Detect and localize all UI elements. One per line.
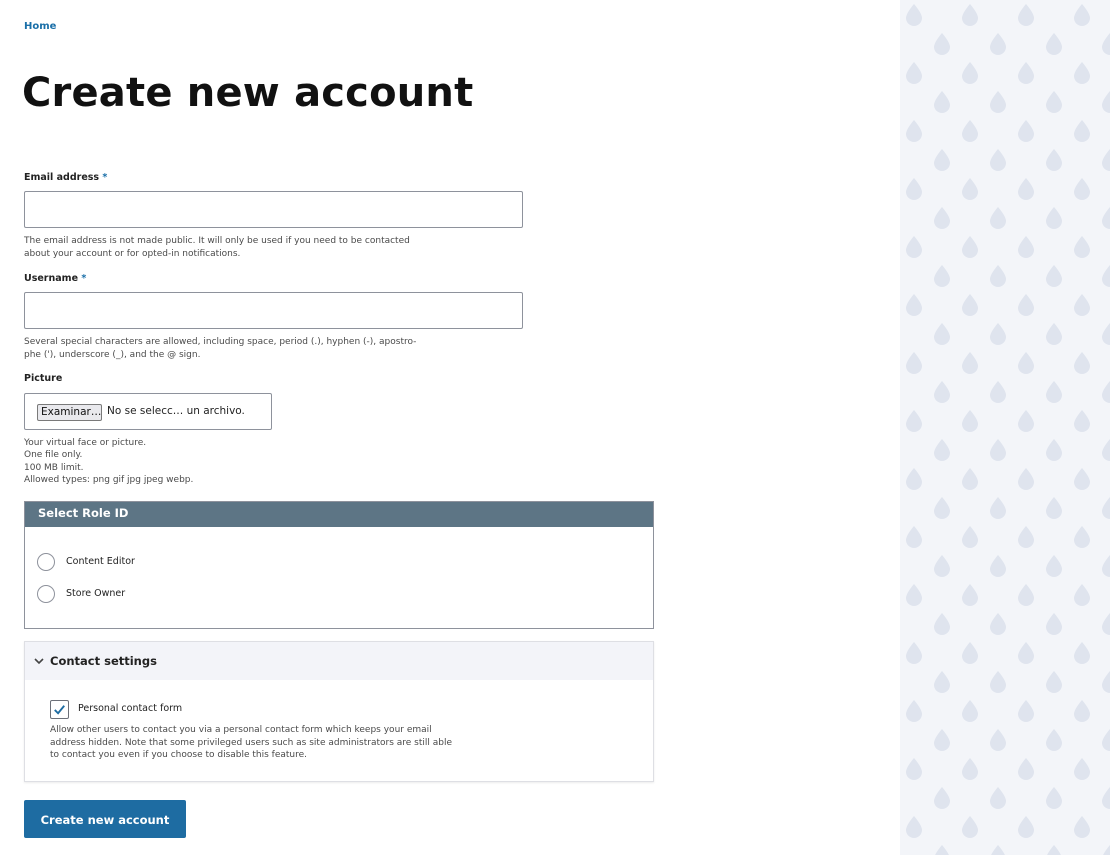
contact-settings-label[interactable]: Contact settings [50, 654, 157, 668]
email-label [24, 172, 107, 183]
radio-label[interactable]: Content Editor [66, 556, 135, 567]
browse-button[interactable]: Examinar… [37, 404, 102, 421]
create-account-button[interactable]: Create new account [24, 800, 186, 838]
chevron-down-icon[interactable] [33, 655, 45, 667]
personal-contact-checkbox[interactable] [50, 700, 69, 719]
contact-settings-summary[interactable] [25, 642, 653, 680]
decorative-drop-pattern [900, 0, 1110, 855]
username-field[interactable] [24, 292, 523, 329]
role-legend: Select Role ID [25, 502, 653, 527]
file-status: No se selecc… un archivo. [107, 405, 245, 417]
page-title: Create new account [22, 70, 474, 116]
email-label-text: Email address [24, 172, 100, 183]
required-marker: * [81, 273, 87, 284]
radio-button[interactable] [37, 585, 55, 603]
picture-label: Picture [24, 373, 63, 384]
personal-contact-description: Allow other users to contact you via a personal contact form which keeps your email address hidden. Note that some privileged users such as site administrators are still able to contact you even if you choose to disable this feature. [50, 725, 453, 760]
username-description: Several special characters are allowed, including space, period (.), hyphen (-), apostro- phe ('), underscore (_), and the @ sign. [24, 337, 417, 360]
contact-settings-details [24, 641, 654, 782]
drop-pattern-icon [900, 0, 1110, 855]
picture-file-input[interactable] [24, 393, 272, 430]
picture-description-1: Your virtual face or picture. [24, 438, 147, 448]
check-icon [51, 701, 68, 718]
email-description: The email address is not made public. It will only be used if you need to be contacted about your account or for opted-in notifications. [24, 236, 410, 259]
email-field[interactable] [24, 191, 523, 228]
radio-label[interactable]: Store Owner [66, 588, 126, 599]
personal-contact-label[interactable]: Personal contact form [78, 703, 183, 714]
picture-description-3: 100 MB limit. [24, 463, 84, 473]
role-fieldset [24, 501, 654, 629]
picture-description-2: One file only. [24, 450, 83, 460]
picture-description-4: Allowed types: png gif jpg jpeg webp. [24, 475, 194, 485]
username-label [24, 273, 86, 284]
required-marker: * [102, 172, 108, 183]
breadcrumb [24, 21, 56, 32]
username-label-text: Username [24, 273, 79, 284]
radio-button[interactable] [37, 553, 55, 571]
breadcrumb-home-link[interactable]: Home [24, 21, 57, 32]
